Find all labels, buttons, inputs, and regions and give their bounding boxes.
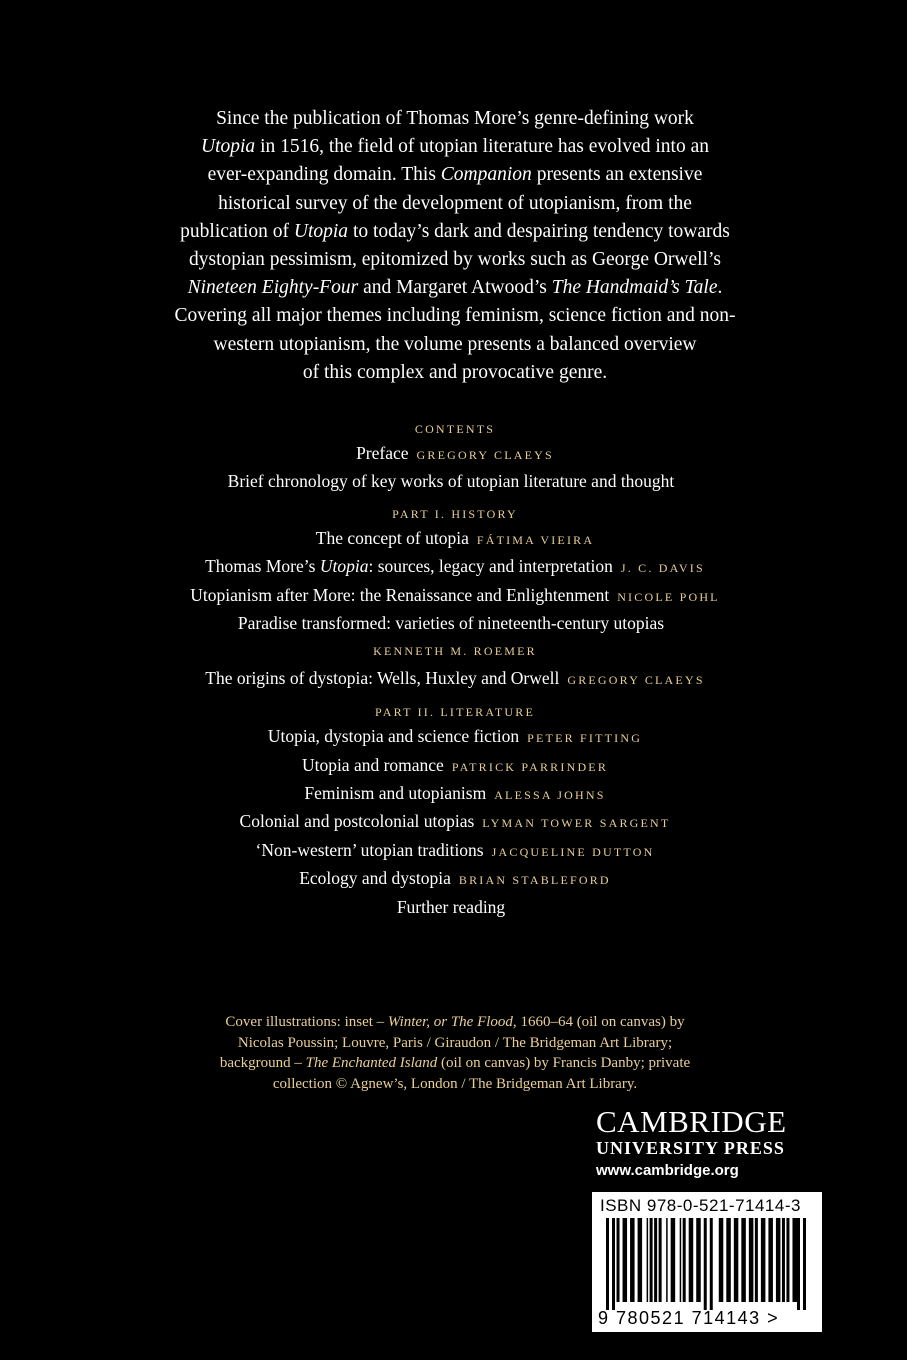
chapter-title: Utopianism after More: the Renaissance and Enlightenment	[190, 584, 610, 605]
barcode-bar	[683, 1218, 686, 1302]
contents-entry	[100, 894, 810, 920]
contents-entry	[100, 468, 810, 494]
barcode-bar	[638, 1218, 643, 1302]
chapter-author: PATRICK PARRINDER	[451, 759, 609, 774]
table-of-contents	[100, 418, 810, 920]
barcode-bar	[719, 1218, 724, 1302]
barcode-bar	[659, 1218, 662, 1302]
barcode-bar	[782, 1218, 785, 1302]
chapter-author: FÁTIMA VIEIRA	[476, 532, 595, 547]
barcode-bar	[768, 1218, 773, 1302]
isbn-label: ISBN 978-0-521-71414-3	[600, 1196, 801, 1215]
isbn-barcode	[592, 1192, 822, 1332]
contents-entry	[100, 837, 810, 865]
chapter-title: Utopia and romance	[301, 754, 444, 775]
barcode-bar	[671, 1218, 676, 1302]
contents-entry	[100, 525, 810, 553]
chapter-author: J. C. DAVIS	[620, 561, 705, 576]
publisher-name: CAMBRIDGE	[596, 1104, 787, 1139]
contents-entry	[100, 752, 810, 780]
chapter-author: NICOLE POHL	[617, 589, 720, 604]
section-gap	[100, 693, 810, 701]
barcode-bar	[680, 1218, 682, 1302]
chapter-title: Further reading	[396, 896, 506, 917]
publisher-url: www.cambridge.org	[596, 1162, 739, 1179]
blurb-line: ever-expanding domain. This Companion presents an extensive	[207, 164, 703, 186]
barcode-bar	[612, 1218, 615, 1310]
chapter-title: Paradise transformed: varieties of nineteenth-century utopias	[237, 613, 665, 634]
barcode-bar	[630, 1218, 635, 1302]
credits-line: Nicolas Poussin; Louvre, Paris / Giraudon / The Bridgeman Art Library;	[237, 1034, 673, 1051]
chapter-title: The concept of utopia	[315, 527, 469, 548]
chapter-title: Colonial and postcolonial utopias	[239, 811, 475, 832]
blurb-line: dystopian pessimism, epitomized by works such as George Orwell’s	[188, 249, 722, 271]
chapter-title: Utopia, dystopia and science fiction	[267, 726, 520, 747]
barcode-bar	[761, 1218, 766, 1302]
blurb-line: of this complex and provocative genre.	[302, 361, 608, 383]
chapter-author: BRIAN STABLEFORD	[458, 873, 611, 888]
chapter-title: Brief chronology of key works of utopian literature and thought	[227, 471, 675, 492]
barcode-bar	[710, 1218, 713, 1310]
chapter-title: Feminism and utopianism	[304, 783, 487, 804]
blurb-line: Covering all major themes including feminism, science fiction and non-	[174, 305, 736, 327]
chapter-title: Ecology and dystopia	[299, 868, 451, 889]
contents-entry	[100, 723, 810, 751]
chapter-title: ‘Non-western’ utopian traditions	[255, 839, 484, 860]
blurb-line: Since the publication of Thomas More’s genre-defining work	[216, 108, 694, 129]
part-heading: PART I. HISTORY	[392, 506, 518, 521]
barcode-bar	[704, 1218, 707, 1310]
contents-entry	[100, 610, 810, 636]
barcode-bar	[606, 1218, 609, 1310]
barcode-bar	[786, 1218, 789, 1302]
barcode-bar	[755, 1218, 758, 1302]
chapter-title: Thomas More’s Utopia: sources, legacy and interpretation	[205, 556, 613, 577]
blurb-line: Utopia in 1516, the field of utopian literature has evolved into an	[201, 136, 709, 158]
barcode-bar	[650, 1218, 653, 1302]
blurb-line: publication of Utopia to today’s dark and despairing tendency towards	[180, 220, 730, 242]
blurb-line: historical survey of the development of utopianism, from the	[218, 192, 692, 214]
barcode-bar	[776, 1218, 781, 1302]
barcode-bar	[734, 1218, 739, 1302]
barcode-bar	[666, 1218, 668, 1302]
blurb-line: western utopianism, the volume presents a balanced overview	[213, 333, 697, 355]
chapter-title: Preface	[356, 443, 409, 463]
chapter-author: LYMAN TOWER SARGENT	[482, 816, 671, 831]
contents-entry	[100, 440, 810, 468]
barcode-bar	[623, 1218, 628, 1302]
contents-entry	[100, 553, 810, 581]
barcode-bar	[689, 1218, 694, 1302]
publisher-logo	[596, 1106, 836, 1182]
barcode-bar	[654, 1218, 657, 1302]
chapter-author: GREGORY CLAEYS	[416, 448, 554, 462]
chapter-title: The origins of dystopia: Wells, Huxley and Orwell	[205, 667, 560, 688]
contents-entry	[100, 582, 810, 610]
section-gap	[100, 495, 810, 503]
blurb-text	[150, 105, 760, 387]
barcode-bar	[792, 1218, 797, 1302]
contents-entry	[100, 865, 810, 893]
chapter-author: JACQUELINE DUTTON	[491, 844, 655, 859]
barcode-bar	[696, 1218, 701, 1302]
part-heading: PART II. LITERATURE	[374, 705, 536, 720]
barcode-bar	[803, 1218, 806, 1310]
credits-line: Cover illustrations: inset – Winter, or The Flood, 1660–64 (oil on canvas) by	[225, 1014, 685, 1030]
credits-line: collection © Agnew’s, London / The Bridgeman Art Library.	[272, 1075, 638, 1092]
barcode-bars	[604, 1218, 810, 1310]
barcode-digits: 9 780521 714143 >	[598, 1308, 780, 1328]
cover-credits	[150, 1012, 760, 1094]
credits-line: background – The Enchanted Island (oil on canvas) by Francis Danby; private	[219, 1055, 691, 1071]
blurb-line: Nineteen Eighty-Four and Margaret Atwood’s The Handmaid’s Tale.	[187, 277, 723, 299]
chapter-author: KENNETH M. ROEMER	[373, 644, 537, 659]
contents-entry	[100, 808, 810, 836]
contents-heading: CONTENTS	[414, 422, 496, 436]
barcode-bar	[647, 1218, 649, 1302]
contents-entry	[100, 780, 810, 808]
chapter-author: GREGORY CLAEYS	[567, 672, 705, 687]
barcode-bar	[617, 1218, 620, 1302]
barcode-bar	[749, 1218, 754, 1302]
barcode-bar	[741, 1218, 746, 1302]
barcode-bar	[726, 1218, 731, 1302]
contents-entry	[100, 636, 810, 664]
publisher-subtitle: UNIVERSITY PRESS	[596, 1138, 785, 1158]
chapter-author: PETER FITTING	[527, 731, 643, 746]
barcode-bar	[797, 1218, 800, 1310]
contents-entry	[100, 665, 810, 693]
chapter-author: ALESSA JOHNS	[494, 788, 606, 803]
